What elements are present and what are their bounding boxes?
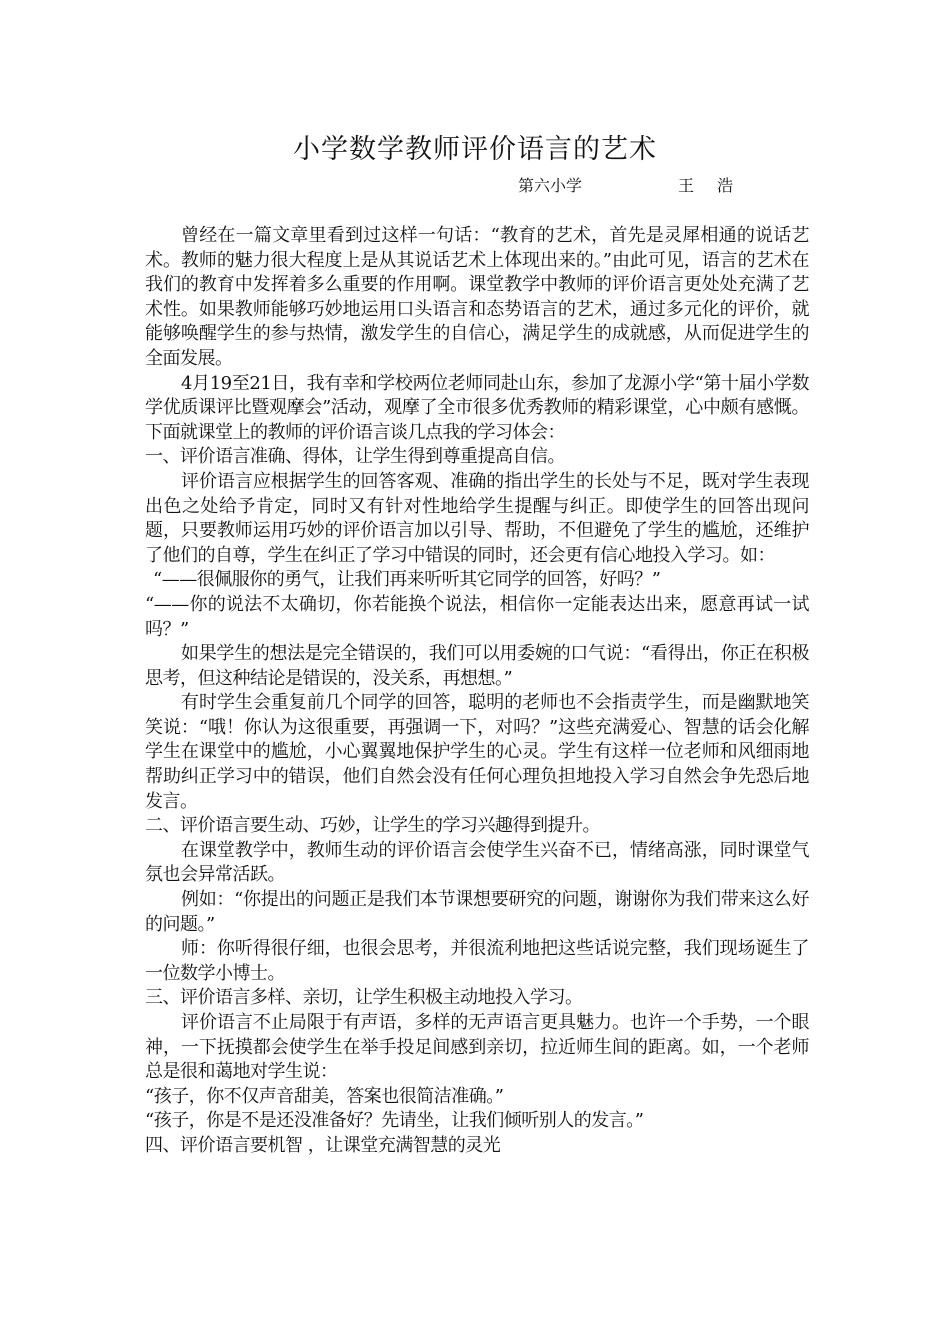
section-heading: 三、评价语言多样、亲切，让学生积极主动地投入学习。 (145, 987, 583, 1009)
paragraph: 在课堂教学中，教师生动的评价语言会使学生兴奋不已，情绪高涨，同时课堂气氛也会异常活跃。 (145, 839, 809, 886)
paragraph: 有时学生会重复前几个同学的回答，聪明的老师也不会指责学生，而是幽默地笑笑说：“哦！你认为这很重要，再强调一下，对吗？”这些充满爱心、智慧的话会化解学生在课堂中的尴尬，小心翼翼地保护学生的心灵。学生有这样一位老师和风细雨地帮助纠正学习中的错误，他们自然会没有任何心理负担地投入学习自然会争先恐后地发言。 (145, 692, 809, 812)
byline (518, 174, 742, 198)
paragraph: 评价语言不止局限于有声语，多样的无声语言更具魅力。也许一个手势，一个眼神，一下抚摸都会使学生在举手投足间感到亲切，拉近师生间的距离。如，一个老师总是很和蔼地对学生说： (145, 1012, 809, 1083)
section-heading: 二、评价语言要生动、巧妙，让学生的学习兴趣得到提升。 (145, 815, 600, 837)
paragraph: 例如：“你提出的问题正是我们本节课想要研究的问题，谢谢你为我们带来这么好的问题。” (145, 889, 809, 935)
paragraph: 如果学生的想法是完全错误的，我们可以用委婉的口气说：“看得出，你正在积极思考，但这种结论是错误的，没关系，再想想。” (145, 643, 809, 689)
byline-author: 王 浩 (678, 176, 743, 195)
document-title: 小学数学教师评价语言的艺术 (293, 134, 657, 165)
quote-line: “孩子，你是不是还没准备好？先请坐，让我们倾听别人的发言。” (145, 1110, 644, 1132)
paragraph: 4月19至21日，我有幸和学校两位老师同赴山东，参加了龙源小学“第十届小学数学优质课评比暨观摩会”活动，观摩了全市很多优秀教师的精彩课堂，心中颇有感慨。下面就课堂上的教师的评价语言谈几点我的学习体会： (145, 372, 809, 443)
paragraph: 师：你听得很仔细，也很会思考，并很流利地把这些话说完整，我们现场诞生了一位数学小博士。 (145, 938, 809, 984)
document-body (145, 224, 809, 1159)
section-heading: 四、评价语言要机智 ，让课堂充满智慧的灵光 (145, 1134, 501, 1156)
section-heading: 一、评价语言准确、得体，让学生得到尊重提高自信。 (145, 446, 565, 468)
quote-line: “——你的说法不太确切，你若能换个说法，相信你一定能表达出来，愿意再试一试吗？” (145, 593, 809, 640)
paragraph: 评价语言应根据学生的回答客观、准确的指出学生的长处与不足，既对学生表现出色之处给予肯定，同时又有针对性地给学生提醒与纠正。即使学生的回答出现问题，只要教师运用巧妙的评价语言加以引导、帮助，不但避免了学生的尴尬，还维护了他们的自尊，学生在纠正了学习中错误的同时，还会更有信心地投入学习。如： (145, 470, 809, 566)
paragraph: 曾经在一篇文章里看到过这样一句话：“教育的艺术，首先是灵犀相通的说话艺术。教师的魅力很大程度上是从其说话艺术上体现出来的。”由此可见，语言的艺术在我们的教育中发挥着多么重要的作用啊。课堂教学中教师的评价语言更处处充满了艺术性。如果教师能够巧妙地运用口头语言和态势语言的艺术，通过多元化的评价，就能够唤醒学生的参与热情，激发学生的自信心，满足学生的成就感，从而促进学生的全面发展。 (145, 225, 809, 369)
byline-school: 第六小学 (518, 176, 583, 195)
quote-line: “孩子，你不仅声音甜美，答案也很简洁准确。” (145, 1085, 504, 1107)
quote-line: “——很佩服你的勇气，让我们再来听听其它同学的回答，好吗？” (153, 569, 661, 591)
